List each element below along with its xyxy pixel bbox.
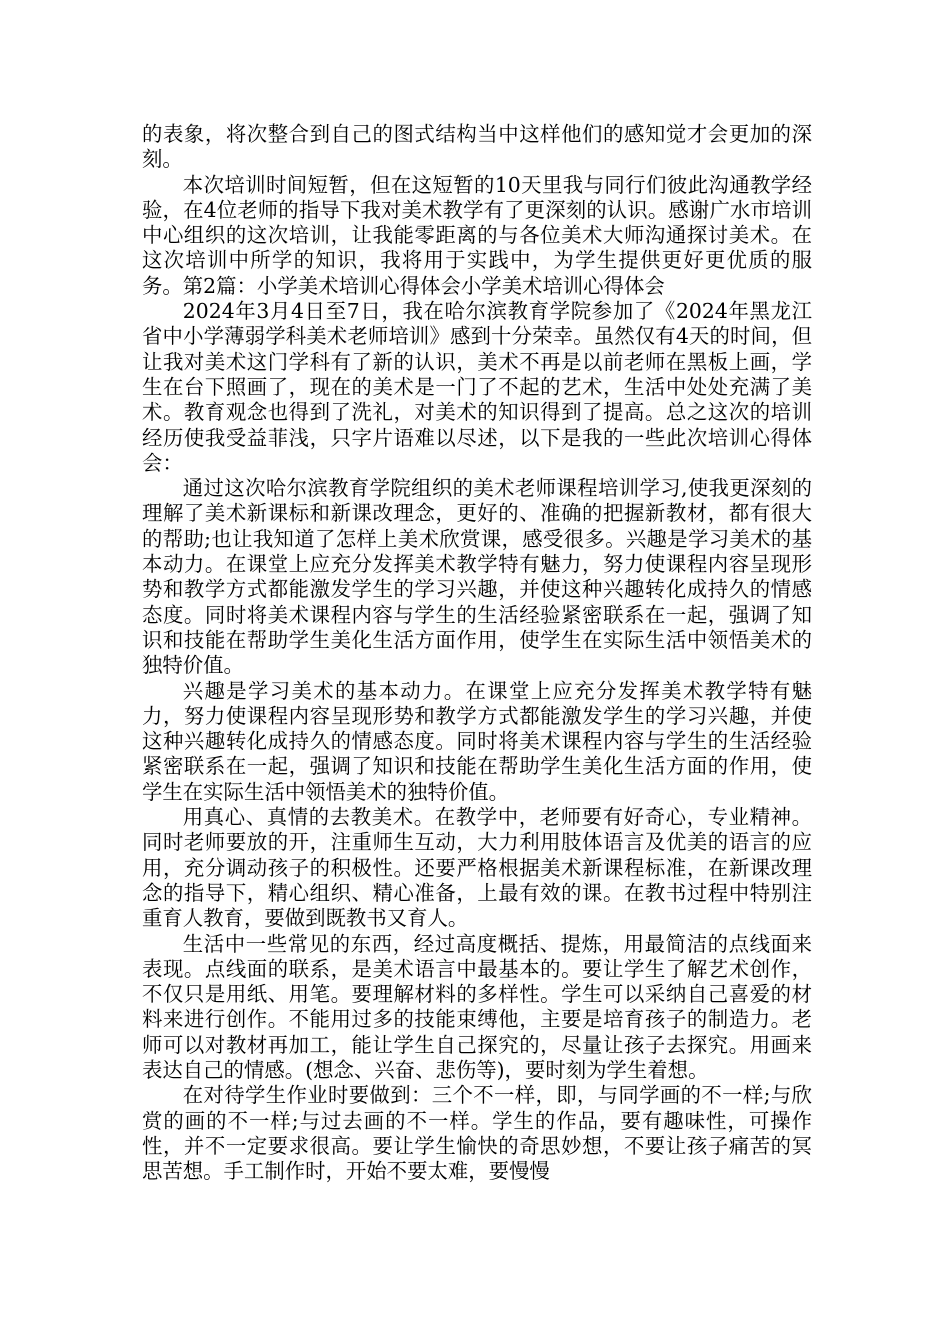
paragraph-3: 2024年3月4日至7日，我在哈尔滨教育学院参加了《2024年黑龙江省中小学薄弱学科美术老师培训》感到十分荣幸。虽然仅有4天的时间，但让我对美术这门学科有了新的认识，美术不再是以前老师在黑板上画，学生在台下照画了，现在的美术是一门了不起的艺术，生活中处处充满了美术。教育观念也得到了洗礼，对美术的知识得到了提高。总之这次的培训经历使我受益菲浅，只字片语难以尽述，以下是我的一些此次培训心得体会： xyxy=(142,299,812,475)
paragraph-6: 用真心、真情的去教美术。在教学中，老师要有好奇心，专业精神。同时老师要放的开，注重师生互动，大力利用肢体语言及优美的语言的应用，充分调动孩子的积极性。还要严格根据美术新课程标准，在新课改理念的指导下，精心组织、精心准备，上最有效的课。在教书过程中特别注重育人教育，要做到既教书又育人。 xyxy=(142,805,812,931)
paragraph-1: 的表象，将次整合到自己的图式结构当中这样他们的感知觉才会更加的深刻。 xyxy=(142,122,812,172)
paragraph-2: 本次培训时间短暂，但在这短暂的10天里我与同行们彼此沟通教学经验，在4位老师的指导下我对美术教学有了更深刻的认识。感谢广水市培训中心组织的这次培训，让我能零距离的与各位美术大师沟通探讨美术。在这次培训中所学的知识，我将用于实践中，为学生提供更好更优质的服务。第2篇：小学美术培训心得体会小学美术培训心得体会 xyxy=(142,172,812,298)
paragraph-5: 兴趣是学习美术的基本动力。在课堂上应充分发挥美术教学特有魅力，努力使课程内容呈现形势和教学方式都能激发学生的学习兴趣，并使这种兴趣转化成持久的情感态度。同时将美术课程内容与学生的生活经验紧密联系在一起，强调了知识和技能在帮助学生美化生活方面的作用，使学生在实际生活中领悟美术的独特价值。 xyxy=(142,678,812,804)
paragraph-7: 生活中一些常见的东西，经过高度概括、提炼，用最简洁的点线面来表现。点线面的联系，是美术语言中最基本的。要让学生了解艺术创作，不仅只是用纸、用笔。要理解材料的多样性。学生可以采纳自己喜爱的材料来进行创作。不能用过多的技能束缚他，主要是培育孩子的制造力。老师可以对教材再加工，能让学生自己探究的，尽量让孩子去探究。用画来表达自己的情感。(想念、兴奋、悲伤等)，要时刻为学生着想。 xyxy=(142,931,812,1082)
document-page xyxy=(142,122,812,1184)
paragraph-4: 通过这次哈尔滨教育学院组织的美术老师课程培训学习,使我更深刻的理解了美术新课标和新课改理念，更好的、准确的把握新教材，都有很大的帮助;也让我知道了怎样上美术欣赏课，感受很多。兴趣是学习美术的基本动力。在课堂上应充分发挥美术教学特有魅力，努力使课程内容呈现形势和教学方式都能激发学生的学习兴趣，并使这种兴趣转化成持久的情感态度。同时将美术课程内容与学生的生活经验紧密联系在一起，强调了知识和技能在帮助学生美化生活方面作用，使学生在实际生活中领悟美术的独特价值。 xyxy=(142,476,812,678)
paragraph-8: 在对待学生作业时要做到：三个不一样，即，与同学画的不一样;与欣赏的画的不一样;与过去画的不一样。学生的作品，要有趣味性，可操作性，并不一定要求很高。要让学生愉快的奇思妙想，不要让孩子痛苦的冥思苦想。手工制作时，开始不要太难，要慢慢 xyxy=(142,1083,812,1184)
